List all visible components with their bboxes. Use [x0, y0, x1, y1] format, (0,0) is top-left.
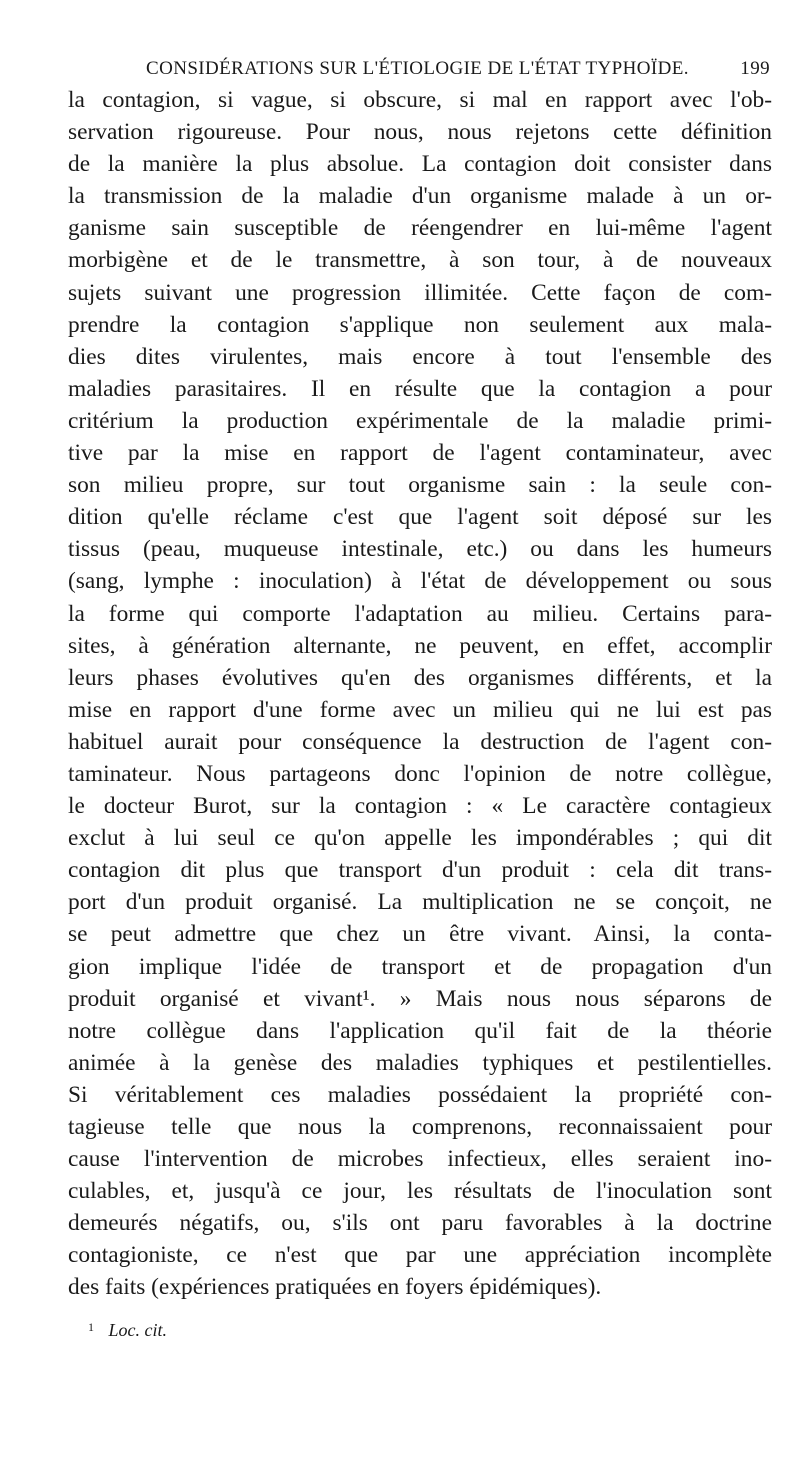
text-line: ganisme sain susceptible de réengendrer en lui-même l'agent [68, 215, 772, 242]
text-line: la forme qui comporte l'adaptation au milieu. Certains para- [68, 600, 772, 627]
text-line: morbigène et de le transmettre, à son tour, à de nouveaux [68, 247, 772, 274]
text-line: tive par la mise en rapport de l'agent contaminateur, avec [68, 440, 772, 467]
text-line: Si véritablement ces maladies possédaient la propriété con- [68, 1081, 772, 1108]
running-title: CONSIDÉRATIONS SUR L'ÉTIOLOGIE DE L'ÉTAT TYPHOÏDE. [146, 58, 689, 79]
text-line: produit organisé et vivant¹. » Mais nous nous séparons de [68, 985, 772, 1012]
text-line: cause l'intervention de microbes infectieux, elles seraient ino- [68, 1146, 772, 1173]
text-line: taminateur. Nous partageons donc l'opinion de notre collègue, [68, 760, 772, 787]
text-line: tagieuse telle que nous la comprenons, reconnaissaient pour [68, 1114, 772, 1140]
footnote-marker: 1 [88, 1320, 94, 1334]
text-line: gion implique l'idée de transport et de propagation d'un [68, 953, 772, 980]
text-line: sites, à génération alternante, ne peuvent, en effet, accomplir [68, 632, 772, 659]
page-number: 199 [740, 58, 770, 79]
text-line: le docteur Burot, sur la contagion : « Le caractère contagieux [68, 793, 772, 820]
text-line: animée à la genèse des maladies typhiques et pestilentielles. [68, 1049, 772, 1076]
running-header [68, 58, 770, 86]
text-line: demeurés négatifs, ou, s'ils ont paru favorables à la doctrine [68, 1210, 772, 1237]
text-line: mise en rapport d'une forme avec un milieu qui ne lui est pas [68, 696, 772, 723]
text-line: (sang, lymphe : inoculation) à l'état de développement ou sous [68, 568, 772, 595]
body-paragraph [68, 84, 772, 1304]
text-line: la transmission de la maladie d'un organisme malade à un or- [68, 183, 772, 210]
text-line: son milieu propre, sur tout organisme sain : la seule con- [68, 472, 772, 499]
text-line: maladies parasitaires. Il en résulte que la contagion a pour [68, 375, 772, 402]
text-line: sujets suivant une progression illimitée. Cette façon de com- [68, 279, 772, 306]
text-line: culables, et, jusqu'à ce jour, les résultats de l'inoculation sont [68, 1178, 772, 1205]
text-line: des faits (expériences pratiquées en foyers épidémiques). [68, 1274, 602, 1301]
text-line: de la manière la plus absolue. La contagion doit consister dans [68, 151, 772, 178]
text-line: servation rigoureuse. Pour nous, nous rejetons cette définition [68, 119, 772, 146]
text-line: dies dites virulentes, mais encore à tout l'ensemble des [68, 343, 772, 370]
text-line: notre collègue dans l'application qu'il fait de la théorie [68, 1017, 772, 1044]
text-line: contagion dit plus que transport d'un produit : cela dit trans- [68, 857, 772, 884]
text-line: prendre la contagion s'applique non seulement aux mala- [68, 311, 772, 338]
text-line: dition qu'elle réclame c'est que l'agent soit déposé sur les [68, 504, 772, 531]
footnote [88, 1320, 167, 1341]
text-line: habituel aurait pour conséquence la destruction de l'agent con- [68, 728, 772, 755]
text-line: exclut à lui seul ce qu'on appelle les impondérables ; qui dit [68, 825, 772, 852]
text-line: la contagion, si vague, si obscure, si mal en rapport avec l'ob- [68, 87, 772, 113]
text-line: leurs phases évolutives qu'en des organismes différents, et la [68, 664, 772, 691]
text-line: tissus (peau, muqueuse intestinale, etc.) ou dans les humeurs [68, 536, 772, 563]
text-line: se peut admettre que chez un être vivant. Ainsi, la conta- [68, 921, 772, 948]
footnote-text: Loc. cit. [108, 1320, 167, 1340]
text-line: critérium la production expérimentale de la maladie primi- [68, 407, 772, 434]
text-line: contagioniste, ce n'est que par une appréciation incomplète [68, 1242, 772, 1269]
text-line: port d'un produit organisé. La multiplication ne se conçoit, ne [68, 889, 772, 916]
